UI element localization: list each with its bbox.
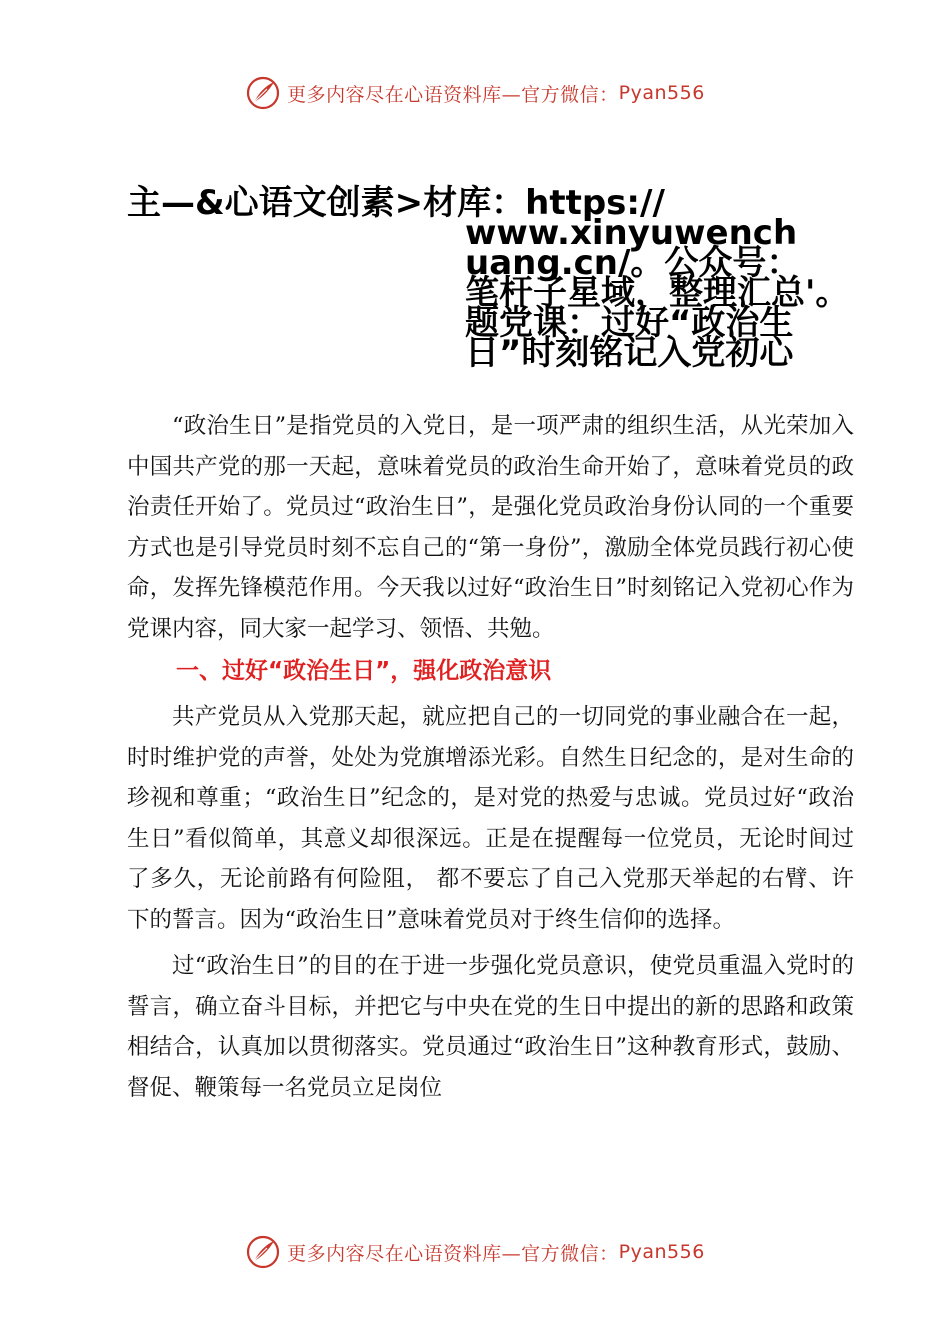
title-line-1: 主—&心语文创素>材库：https://: [127, 183, 665, 223]
feather-pen-logo-icon: [245, 1234, 281, 1270]
document-body: [127, 406, 854, 1108]
watermark-text: 更多内容尽在心语资料库—官方微信：: [287, 83, 619, 106]
title-line-2: www.xinyuwench: [465, 213, 798, 253]
document-title: [127, 183, 850, 373]
header-watermark: [0, 73, 950, 113]
watermark-text: 更多内容尽在心语资料库—官方微信：: [287, 1242, 619, 1265]
paragraph-2: 共产党员从入党那天起，就应把自己的一切同党的事业融合在一起，时时维护党的声誉，处处为党旗增添光彩。自然生日纪念的，是对生命的珍视和尊重；“政治生日”纪念的，是对党的热爱与忠诚。党员过好“政治生日”看似简单，其意义却很深远。正是在提醒每一位党员，无论时间过了多久，无论前路有何险阻， 都不要忘了自己入党那天举起的右臂、许下的誓言。因为“政治生日”意味着党员对于终生信仰的选择。: [127, 704, 854, 933]
title-line-6: 日”时刻铭记入党初心: [465, 333, 794, 373]
paragraph-3: 过“政治生日”的目的在于进一步强化党员意识，使党员重温入党时的誓言，确立奋斗目标，并把它与中央在党的生日中提出的新的思路和政策相结合，认真加以贯彻落实。党员通过“政治生日”这种教育形式，鼓励、督促、鞭策每一名党员立足岗位: [127, 953, 854, 1101]
paragraph-intro: “政治生日”是指党员的入党日，是一项严肃的组织生活，从光荣加入中国共产党的那一天起，意味着党员的政治生命开始了，意味着党员的政治责任开始了。党员过“政治生日”，是强化党员政治身份认同的一个重要方式也是引导党员时刻不忘自己的“第一身份”，激励全体党员践行初心使命，发挥先锋模范作用。今天我以过好“政治生日”时刻铭记入党初心作为党课内容，同大家一起学习、领悟、共勉。: [127, 413, 854, 642]
watermark-wechat-id: Pyan556: [618, 1241, 705, 1263]
section-heading-1: 一、过好“政治生日”，强化政治意识: [176, 658, 552, 684]
title-line-4: 笔杆子星域，整理汇总'。: [465, 273, 850, 313]
title-line-3: uang.cn/。公众号：: [465, 243, 801, 283]
watermark-wechat-id: Pyan556: [618, 82, 705, 104]
title-line-5: 题党课：过好“政治生: [465, 303, 794, 343]
footer-watermark: [0, 1232, 950, 1272]
feather-pen-logo-icon: [245, 75, 281, 111]
